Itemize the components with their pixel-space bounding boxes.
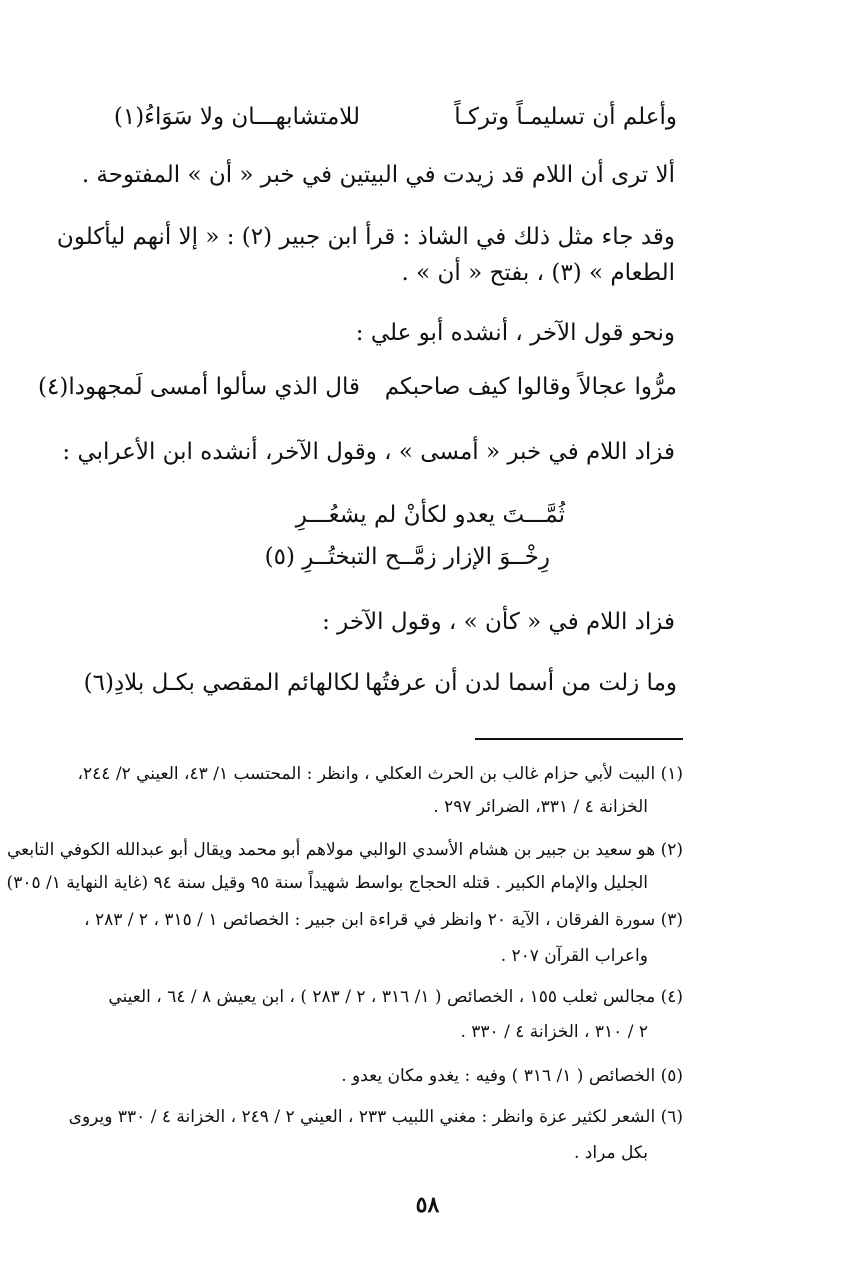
footnote-2-line-1: (٢) هو سعيد بن جبير بن هشام الأسدي الوالبي مولاهم أبو محمد ويقال أبو عبدالله الكوفي التابعي — [7, 840, 683, 860]
paragraph-2-line-1: وقد جاء مثل ذلك في الشاذ : قرأ ابن جبير (٢) : « إلا أنهم ليأكلون — [56, 224, 675, 250]
verse4-first-hemistich: وما زلت من أسما لدن أن عرفتُها — [364, 670, 677, 696]
footnote-1-line-1: (١) البيت لأبي حزام غالب بن الحرث العكلي ، وانظر : المحتسب ١/ ٤٣، العيني ٢/ ٢٤٤، — [77, 764, 683, 784]
paragraph-5: فزاد اللام في « كأن » ، وقول الآخر : — [322, 609, 675, 635]
page-number: ٥٨ — [415, 1192, 440, 1218]
footnote-6-line-1: (٦) الشعر لكثير عزة وانظر : مغني اللبيب ٢٣٣ ، العيني ٢ / ٢٤٩ ، الخزانة ٤ / ٣٣٠ ويروى — [68, 1107, 683, 1127]
verse4-second-hemistich: لكالهائم المقصي بكـل بلادِ(٦) — [83, 670, 360, 696]
verse2-second-hemistich: قال الذي سألوا أمسى لَمجهودا(٤) — [38, 374, 360, 400]
footnote-4-line-2: ٢ / ٣١٠ ، الخزانة ٤ / ٣٣٠ . — [460, 1022, 648, 1042]
verse1-first-hemistich: وأعلم أن تسليمـاً وتركـاً — [454, 104, 677, 130]
verse1-second-hemistich: للامتشابهـــان ولا سَوَاءُ(١) — [113, 104, 360, 130]
paragraph-3: ونحو قول الآخر ، أنشده أبو علي : — [355, 320, 675, 346]
paragraph-4: فزاد اللام في خبر « أمسى » ، وقول الآخر، أنشده ابن الأعرابي : — [62, 439, 675, 465]
footnote-4-line-1: (٤) مجالس ثعلب ١٥٥ ، الخصائص ( ١/ ٣١٦ ، ٢ / ٢٨٣ ) ، ابن يعيش ٨ / ٦٤ ، العيني — [108, 987, 683, 1007]
footnote-3-line-1: (٣) سورة الفرقان ، الآية ٢٠ وانظر في قراءة ابن جبير : الخصائص ١ / ٣١٥ ، ٢ / ٢٨٣ ، — [84, 910, 683, 930]
verse3-line-2: رِخْــوَ الإزار زمَّــح التبختُــرِ (٥) — [264, 544, 550, 570]
paragraph-2-line-2: الطعام » (٣) ، بفتح « أن » . — [401, 260, 675, 286]
paragraph-1: ألا ترى أن اللام قد زيدت في البيتين في خبر « أن » المفتوحة . — [81, 162, 675, 188]
footnote-6-line-2: بكل مراد . — [574, 1143, 648, 1163]
footnote-divider — [475, 738, 683, 740]
verse2-first-hemistich: مرُّوا عجالاً وقالوا كيف صاحبكم — [384, 374, 677, 400]
footnote-1-line-2: الخزانة ٤ / ٣٣١، الضرائر ٢٩٧ . — [433, 797, 648, 817]
footnote-2-line-2: الجليل والإمام الكبير . قتله الحجاج بواسط شهيداً سنة ٩٥ وقيل سنة ٩٤ (غاية النهاية ١/ ٣٠٥) — [6, 873, 648, 893]
footnote-5-line-1: (٥) الخصائص ( ١/ ٣١٦ ) وفيه : يغدو مكان يعدو . — [341, 1066, 683, 1086]
verse3-line-1: ثُمَّـــتَ يعدو لكأنْ لم يشعُـــرِ — [295, 502, 565, 528]
footnote-3-line-2: واعراب القرآن ٢٠٧ . — [500, 946, 648, 966]
